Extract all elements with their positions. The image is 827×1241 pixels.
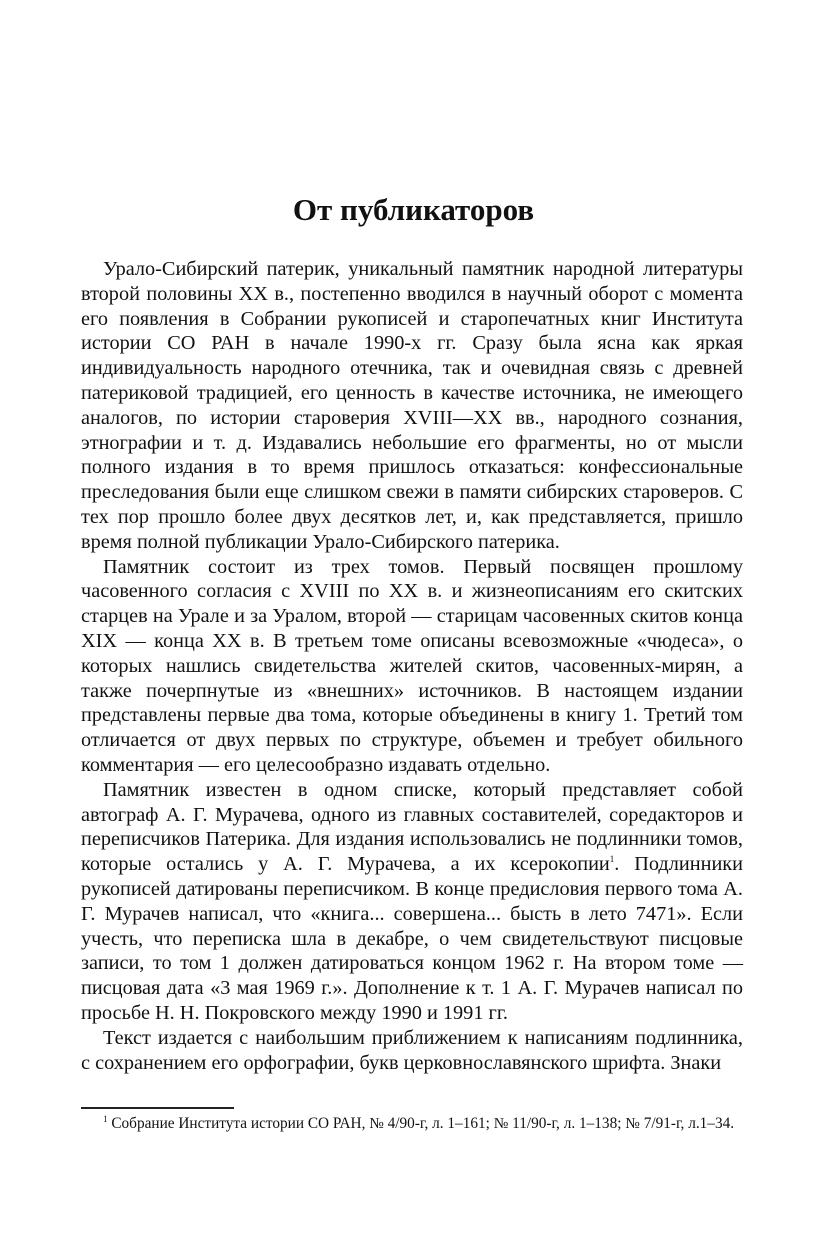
paragraph-1: Урало-Сибирский патерик, уникальный памятник народной литературы второй половины XX в., постепенно вводился в научный оборот с момента его появления в Собрании рукописей и старопечатных книг Института истории СО РАН в начале 1990-х гг. Сразу была ясна как яркая индивидуальность народного отечника, так и очевидная связь с древней патериковой традицией, его ценность в качестве источника, не имеющего аналогов, по истории староверия XVIII—XX вв., народного сознания, этнографии и т. д. Издавались небольшие его фрагменты, но от мысли полного издания в то время пришлось отказаться: конфессиональные преследования были еще слишком свежи в памяти сибирских староверов. С тех пор прошло более двух десятков лет, и, как представляется, пришло время полной публикации Урало-Сибирского патерика. <box>81 258 743 553</box>
paragraph-3-text-before: Памятник известен в одном списке, который представляет собой автограф А. Г. Мурачева, одного из главных составителей, соредакторов и переписчиков Патерика. Для издания использовались не подлинники томов, которые остались у А. Г. Мурачева, а их ксерокопии <box>81 778 743 876</box>
paragraph-3 <box>81 778 743 1026</box>
footnote-text: Собрание Института истории СО РАН, № 4/90-г, л. 1–161; № 11/90-г, л. 1–138; № 7/91-г, л.1–34. <box>107 1115 735 1132</box>
footnote-divider <box>81 1107 234 1109</box>
paragraph-2: Памятник состоит из трех томов. Первый посвящен прошлому часовенного согласия с XVIII по XX в. и жизнеописаниям его скитских старцев на Урале и за Уралом, второй — старицам часовенных скитов конца XIX — конца XX в. В третьем томе описаны всевозможные «чюдеса», о которых нашлись свидетельства жителей скитов, часовенных-мирян, а также почерпнутые из «внешних» источников. В настоящем издании представлены первые два тома, которые объединены в книгу 1. Третий том отличается от двух первых по структуре, объемен и требует обильного комментария — его целесообразно издавать отдельно. <box>81 555 743 776</box>
footnote-reference[interactable]: 1 <box>609 854 615 865</box>
main-text <box>81 257 743 1075</box>
paragraph-4: Текст издается с наибольшим приближением к написаниям подлинника, с сохранением его орфографии, букв церковнославянского шрифта. Знаки <box>81 1026 743 1074</box>
page-title: От публикаторов <box>292 192 535 227</box>
paragraph-3-text-after: . Подлинники рукописей датированы переписчиком. В конце предисловия первого тома А. Г. Мурачев написал, что «книга... совершена... бысть в лето 7471». Если учесть, что переписка шла в декабре, о чем свидетельствуют писцовые записи, то том 1 должен датироваться концом 1962 г. На втором томе — писцовая дата «3 мая 1969 г.». Дополнение к т. 1 А. Г. Мурачев написал по просьбе Н. Н. Покровского между 1990 и 1991 гг. <box>81 853 743 1024</box>
footnote-mark: 1 <box>103 1113 108 1124</box>
footnote <box>81 1112 743 1135</box>
